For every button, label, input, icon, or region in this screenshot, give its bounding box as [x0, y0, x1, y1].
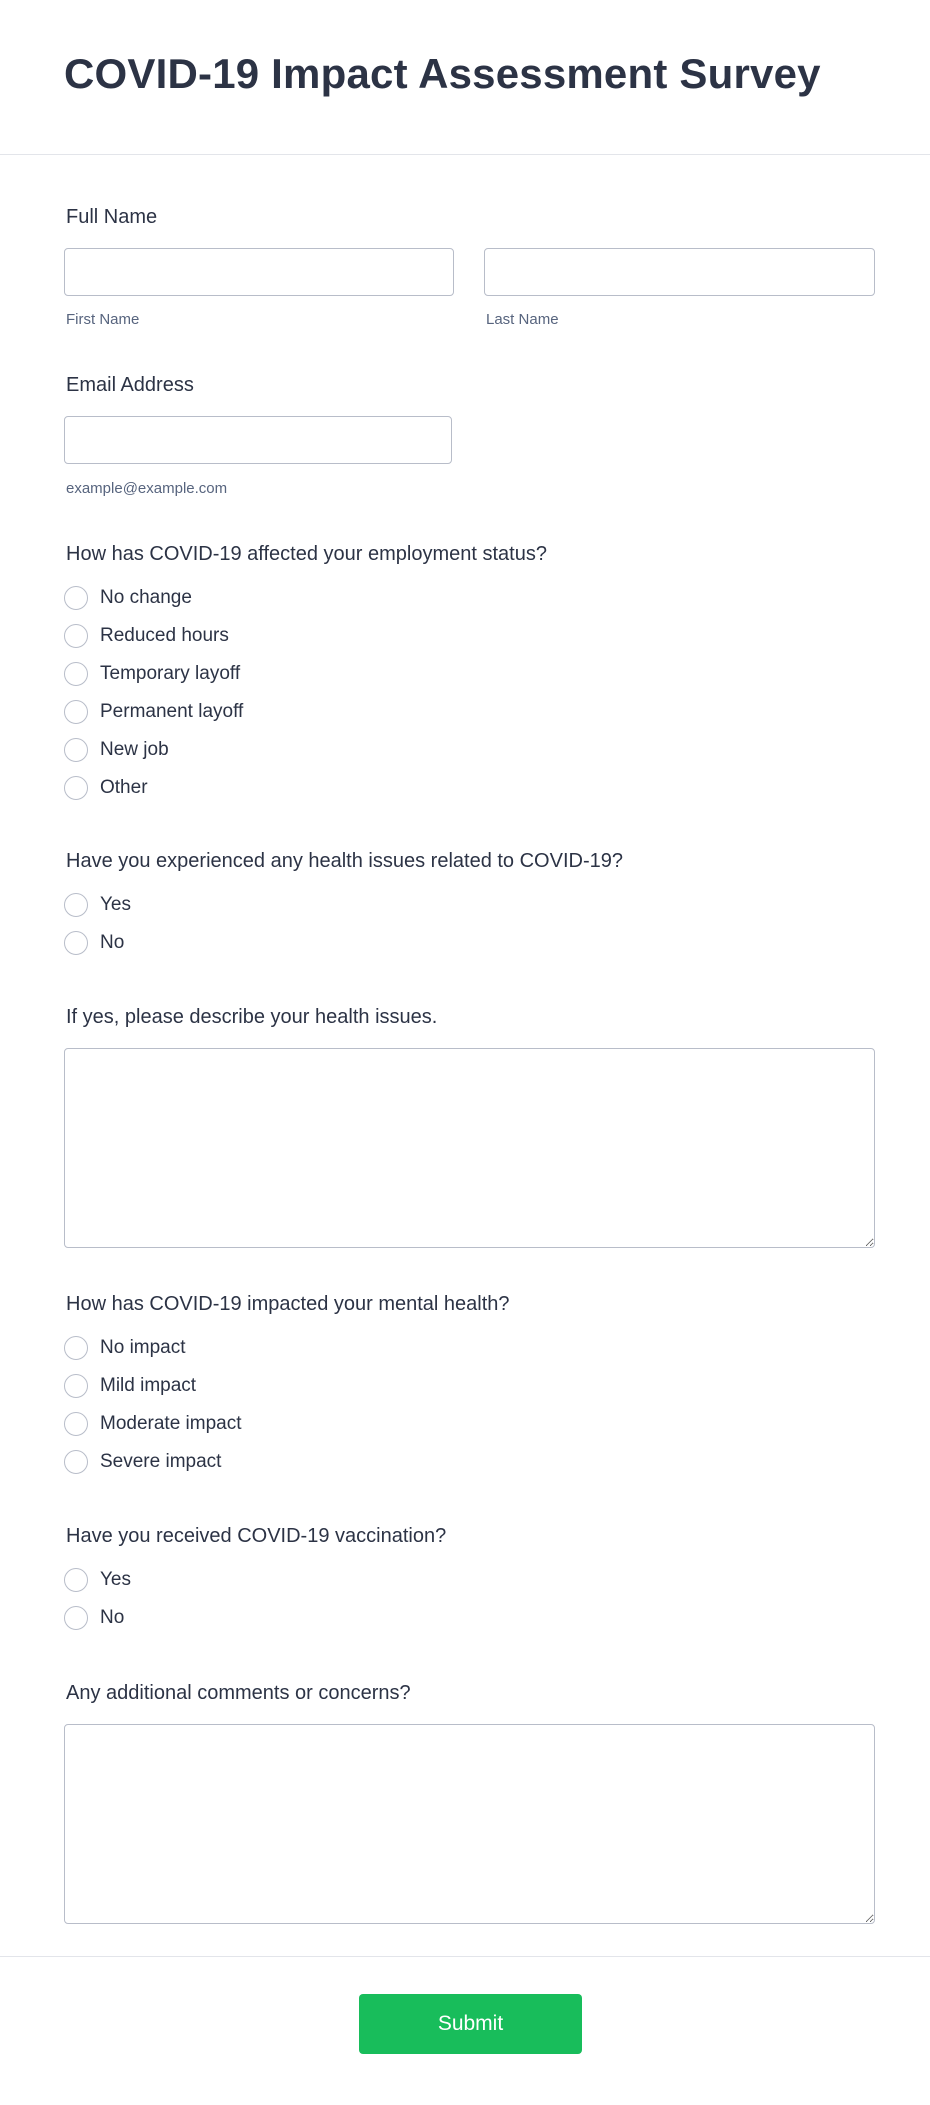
last-name-sublabel: Last Name: [486, 311, 559, 328]
employment-option-other[interactable]: [64, 774, 148, 802]
full-name-label: Full Name: [66, 206, 158, 228]
option-label: Severe impact: [100, 1451, 222, 1472]
mental-option-moderate-impact[interactable]: [64, 1410, 242, 1438]
radio-button[interactable]: [64, 931, 88, 955]
first-name-input[interactable]: [64, 248, 454, 296]
employment-option-new-job[interactable]: [64, 736, 169, 764]
option-label: Moderate impact: [100, 1413, 242, 1434]
mental-option-mild-impact[interactable]: [64, 1372, 196, 1400]
form-header: [0, 0, 930, 155]
radio-button[interactable]: [64, 662, 88, 686]
mental-option-no-impact[interactable]: [64, 1334, 186, 1362]
option-label: Other: [100, 777, 148, 798]
submit-button[interactable]: Submit: [359, 1994, 582, 2054]
last-name-input[interactable]: [484, 248, 875, 296]
option-label: Yes: [100, 894, 131, 915]
comments-question: Any additional comments or concerns?: [66, 1682, 411, 1704]
health-question: Have you experienced any health issues related to COVID-19?: [66, 850, 623, 872]
option-label: Permanent layoff: [100, 701, 244, 722]
radio-button[interactable]: [64, 1450, 88, 1474]
comments-textarea[interactable]: [64, 1724, 875, 1924]
option-label: No: [100, 1607, 125, 1628]
email-input[interactable]: [64, 416, 452, 464]
radio-button[interactable]: [64, 893, 88, 917]
employment-option-temporary-layoff[interactable]: [64, 660, 240, 688]
option-label: No: [100, 932, 125, 953]
email-label: Email Address: [66, 374, 194, 396]
email-sublabel: example@example.com: [66, 480, 228, 497]
radio-button[interactable]: [64, 1336, 88, 1360]
radio-button[interactable]: [64, 1568, 88, 1592]
radio-button[interactable]: [64, 1412, 88, 1436]
radio-button[interactable]: [64, 586, 88, 610]
page-title: COVID-19 Impact Assessment Survey: [64, 50, 821, 97]
vaccination-option-no[interactable]: [64, 1604, 124, 1632]
employment-option-permanent-layoff[interactable]: [64, 698, 243, 726]
option-label: Temporary layoff: [100, 663, 241, 684]
option-label: Mild impact: [100, 1375, 197, 1396]
option-label: Reduced hours: [100, 625, 229, 646]
health-details-question: If yes, please describe your health issues.: [66, 1006, 438, 1028]
radio-button[interactable]: [64, 1374, 88, 1398]
option-label: No change: [100, 587, 192, 608]
footer-divider: [0, 1956, 930, 1957]
radio-button[interactable]: [64, 738, 88, 762]
mental-health-question: How has COVID-19 impacted your mental health?: [66, 1293, 510, 1315]
employment-option-reduced-hours[interactable]: [64, 622, 229, 650]
option-label: Yes: [100, 1569, 131, 1590]
radio-button[interactable]: [64, 700, 88, 724]
health-option-no[interactable]: [64, 929, 124, 957]
first-name-sublabel: First Name: [66, 311, 140, 328]
vaccination-option-yes[interactable]: [64, 1566, 131, 1594]
radio-button[interactable]: [64, 624, 88, 648]
health-details-textarea[interactable]: [64, 1048, 875, 1248]
health-option-yes[interactable]: [64, 891, 131, 919]
employment-option-no-change[interactable]: [64, 584, 192, 612]
mental-option-severe-impact[interactable]: [64, 1448, 221, 1476]
radio-button[interactable]: [64, 1606, 88, 1630]
vaccination-question: Have you received COVID-19 vaccination?: [66, 1525, 447, 1547]
option-label: New job: [100, 739, 169, 760]
employment-question: How has COVID-19 affected your employment status?: [66, 543, 547, 565]
option-label: No impact: [100, 1337, 186, 1358]
radio-button[interactable]: [64, 776, 88, 800]
